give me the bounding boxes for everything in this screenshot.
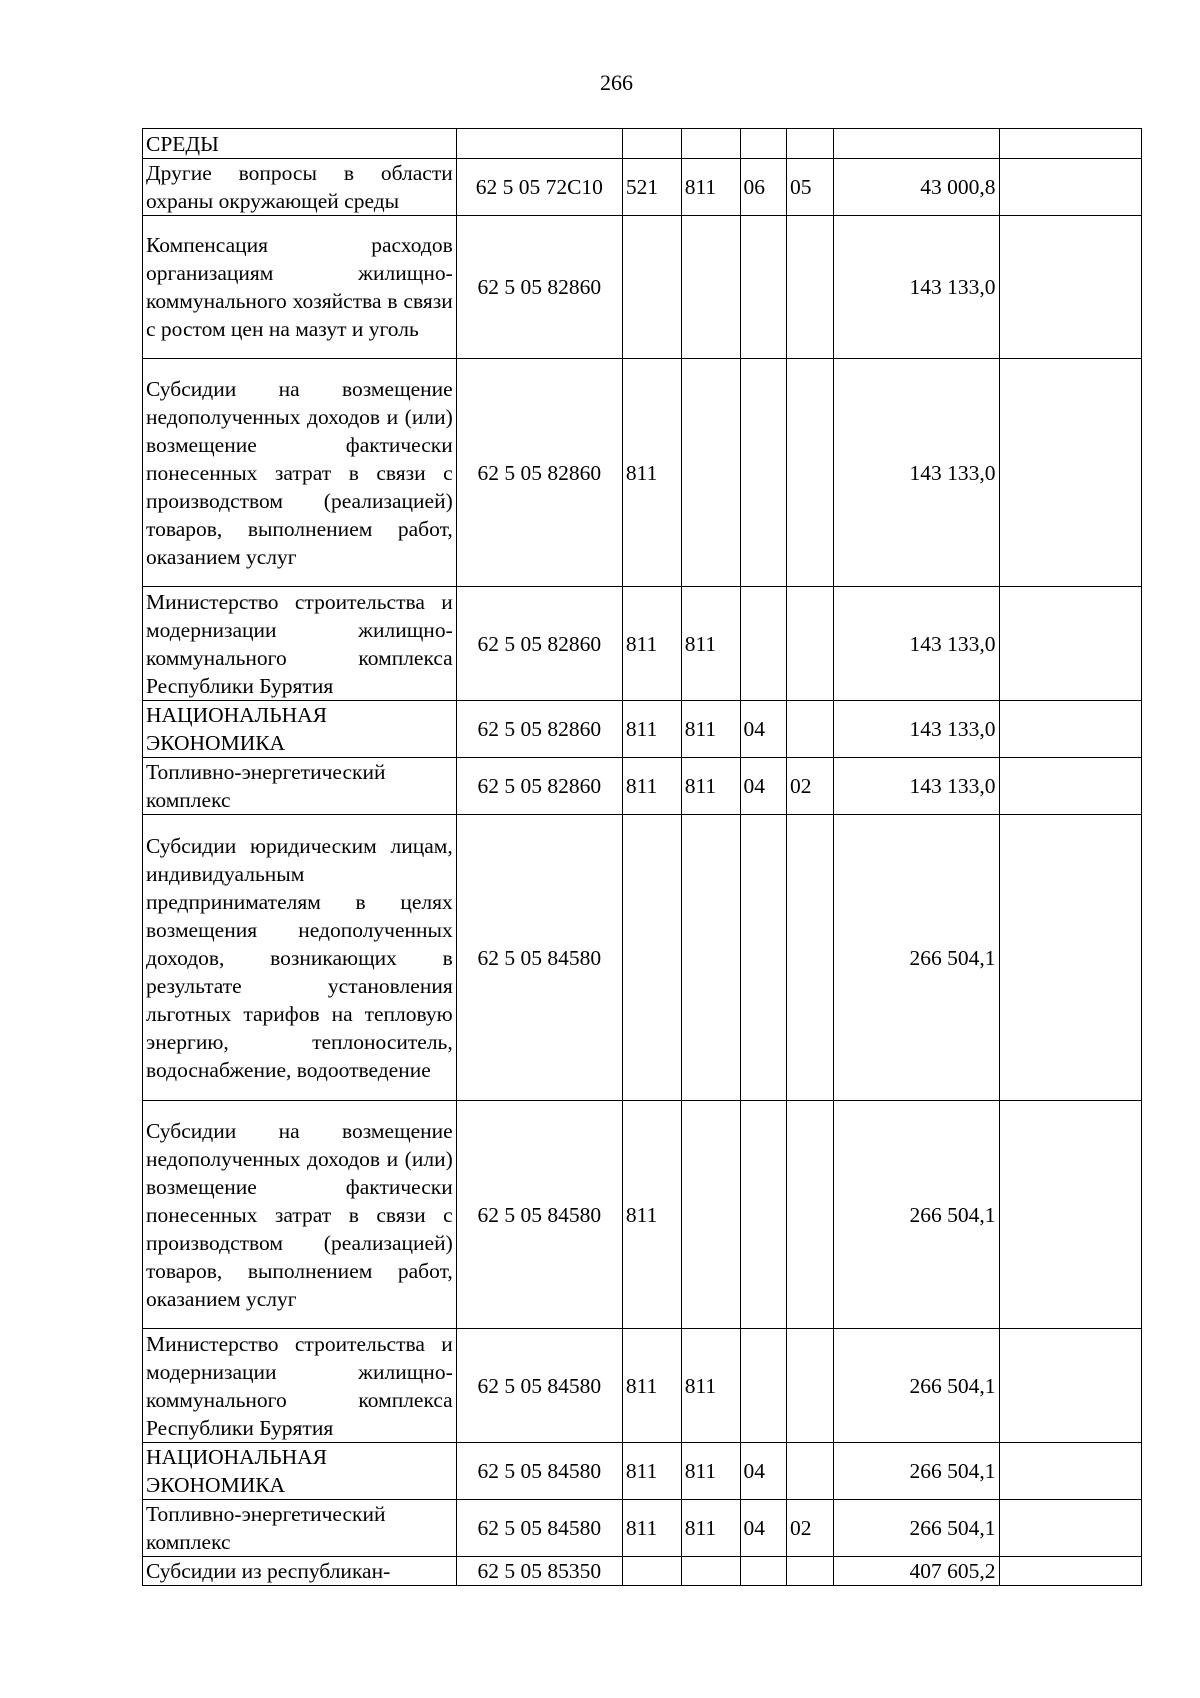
row-expense-type-cell bbox=[622, 1557, 681, 1586]
row-expense-type-cell: 811 bbox=[622, 587, 681, 701]
row-target-article-cell: 62 5 05 82860 bbox=[456, 216, 622, 359]
row-ministry-cell: 811 bbox=[681, 159, 740, 216]
table-row bbox=[143, 587, 1142, 701]
row-name-cell: НАЦИОНАЛЬНАЯ ЭКОНОМИКА bbox=[143, 1443, 457, 1500]
row-ministry-cell bbox=[681, 129, 740, 159]
row-ministry-cell: 811 bbox=[681, 1443, 740, 1500]
row-extra-cell bbox=[999, 815, 1141, 1101]
row-subsection-cell bbox=[786, 1329, 833, 1443]
row-ministry-cell bbox=[681, 815, 740, 1101]
table-row bbox=[143, 216, 1142, 359]
row-extra-cell bbox=[999, 1101, 1141, 1329]
row-target-article-cell: 62 5 05 84580 bbox=[456, 1101, 622, 1329]
row-amount-cell: 143 133,0 bbox=[834, 359, 999, 587]
row-amount-cell: 43 000,8 bbox=[834, 159, 999, 216]
row-name-cell: Субсидии на возмещение недополученных доходов и (или) возмещение фактически понесенных затрат в связи с производством (реализацией) товаров, выполнением работ, оказанием услуг bbox=[143, 1101, 457, 1329]
table-row bbox=[143, 1101, 1142, 1329]
row-subsection-cell: 05 bbox=[786, 159, 833, 216]
row-amount-cell: 266 504,1 bbox=[834, 815, 999, 1101]
row-target-article-cell: 62 5 05 82860 bbox=[456, 587, 622, 701]
row-name-cell: Топливно-энергетический комплекс bbox=[143, 758, 457, 815]
row-name-cell: Министерство строительства и модернизации жилищно-коммунального комплекса Республики Бурятия bbox=[143, 1329, 457, 1443]
row-section-cell bbox=[740, 1329, 786, 1443]
row-expense-type-cell: 811 bbox=[622, 1101, 681, 1329]
row-section-cell: 04 bbox=[740, 701, 786, 758]
row-section-cell: 04 bbox=[740, 1500, 786, 1557]
row-target-article-cell: 62 5 05 84580 bbox=[456, 1329, 622, 1443]
row-subsection-cell: 02 bbox=[786, 758, 833, 815]
row-subsection-cell bbox=[786, 1443, 833, 1500]
row-name-cell: Министерство строительства и модернизации жилищно-коммунального комплекса Республики Бурятия bbox=[143, 587, 457, 701]
row-extra-cell bbox=[999, 129, 1141, 159]
row-name-cell: Другие вопросы в области охраны окружающей среды bbox=[143, 159, 457, 216]
row-subsection-cell bbox=[786, 1101, 833, 1329]
row-extra-cell bbox=[999, 701, 1141, 758]
row-expense-type-cell: 811 bbox=[622, 1443, 681, 1500]
row-name-cell: Субсидии юридическим лицам, индивидуальным предпринимателям в целях возмещения недополученных доходов, возникающих в результате установления льготных тарифов на тепловую энергию, теплоноситель, водоснабжение, водоотведение bbox=[143, 815, 457, 1101]
row-target-article-cell: 62 5 05 82860 bbox=[456, 359, 622, 587]
row-amount-cell: 266 504,1 bbox=[834, 1101, 999, 1329]
table-row bbox=[143, 758, 1142, 815]
row-extra-cell bbox=[999, 216, 1141, 359]
row-subsection-cell bbox=[786, 587, 833, 701]
row-target-article-cell: 62 5 05 82860 bbox=[456, 701, 622, 758]
table-row bbox=[143, 159, 1142, 216]
row-target-article-cell bbox=[456, 129, 622, 159]
row-target-article-cell: 62 5 05 72С10 bbox=[456, 159, 622, 216]
row-ministry-cell bbox=[681, 1101, 740, 1329]
row-expense-type-cell: 521 bbox=[622, 159, 681, 216]
table-row bbox=[143, 1557, 1142, 1586]
row-name-cell: НАЦИОНАЛЬНАЯ ЭКОНОМИКА bbox=[143, 701, 457, 758]
row-expense-type-cell bbox=[622, 815, 681, 1101]
row-extra-cell bbox=[999, 758, 1141, 815]
row-extra-cell bbox=[999, 1329, 1141, 1443]
row-extra-cell bbox=[999, 587, 1141, 701]
row-amount-cell bbox=[834, 129, 999, 159]
row-subsection-cell: 02 bbox=[786, 1500, 833, 1557]
row-section-cell: 06 bbox=[740, 159, 786, 216]
row-expense-type-cell: 811 bbox=[622, 1500, 681, 1557]
row-name-cell: Топливно-энергетический комплекс bbox=[143, 1500, 457, 1557]
row-amount-cell: 143 133,0 bbox=[834, 701, 999, 758]
row-expense-type-cell: 811 bbox=[622, 1329, 681, 1443]
row-ministry-cell: 811 bbox=[681, 1500, 740, 1557]
row-expense-type-cell bbox=[622, 216, 681, 359]
row-ministry-cell: 811 bbox=[681, 701, 740, 758]
row-section-cell bbox=[740, 815, 786, 1101]
row-section-cell bbox=[740, 1101, 786, 1329]
table-row bbox=[143, 1329, 1142, 1443]
row-expense-type-cell: 811 bbox=[622, 701, 681, 758]
row-section-cell bbox=[740, 359, 786, 587]
row-amount-cell: 266 504,1 bbox=[834, 1329, 999, 1443]
row-name-cell: Субсидии на возмещение недополученных доходов и (или) возмещение фактически понесенных затрат в связи с производством (реализацией) товаров, выполнением работ, оказанием услуг bbox=[143, 359, 457, 587]
row-amount-cell: 143 133,0 bbox=[834, 758, 999, 815]
row-section-cell: 04 bbox=[740, 1443, 786, 1500]
row-ministry-cell bbox=[681, 216, 740, 359]
row-extra-cell bbox=[999, 359, 1141, 587]
row-ministry-cell: 811 bbox=[681, 1329, 740, 1443]
table-row bbox=[143, 129, 1142, 159]
row-ministry-cell: 811 bbox=[681, 587, 740, 701]
row-name-cell: Компенсация расходов организациям жилищно-коммунального хозяйства в связи с ростом цен на мазут и уголь bbox=[143, 216, 457, 359]
row-section-cell: 04 bbox=[740, 758, 786, 815]
row-subsection-cell bbox=[786, 216, 833, 359]
row-section-cell bbox=[740, 1557, 786, 1586]
row-section-cell bbox=[740, 587, 786, 701]
row-extra-cell bbox=[999, 1557, 1141, 1586]
page-number: 266 bbox=[600, 70, 633, 95]
row-ministry-cell bbox=[681, 359, 740, 587]
table-row bbox=[143, 701, 1142, 758]
row-name-cell: Субсидии из республикан- bbox=[143, 1557, 457, 1586]
row-expense-type-cell bbox=[622, 129, 681, 159]
row-section-cell bbox=[740, 216, 786, 359]
row-section-cell bbox=[740, 129, 786, 159]
row-amount-cell: 407 605,2 bbox=[834, 1557, 999, 1586]
row-ministry-cell bbox=[681, 1557, 740, 1586]
budget-table bbox=[142, 128, 1142, 1586]
row-subsection-cell bbox=[786, 701, 833, 758]
row-extra-cell bbox=[999, 1443, 1141, 1500]
row-ministry-cell: 811 bbox=[681, 758, 740, 815]
row-amount-cell: 266 504,1 bbox=[834, 1443, 999, 1500]
row-subsection-cell bbox=[786, 359, 833, 587]
row-target-article-cell: 62 5 05 84580 bbox=[456, 815, 622, 1101]
row-amount-cell: 143 133,0 bbox=[834, 587, 999, 701]
row-subsection-cell bbox=[786, 815, 833, 1101]
row-extra-cell bbox=[999, 159, 1141, 216]
table-row bbox=[143, 815, 1142, 1101]
row-subsection-cell bbox=[786, 1557, 833, 1586]
table-row bbox=[143, 1443, 1142, 1500]
table-row bbox=[143, 1500, 1142, 1557]
row-amount-cell: 266 504,1 bbox=[834, 1500, 999, 1557]
row-target-article-cell: 62 5 05 84580 bbox=[456, 1443, 622, 1500]
row-name-cell: СРЕДЫ bbox=[143, 129, 457, 159]
table-row bbox=[143, 359, 1142, 587]
row-amount-cell: 143 133,0 bbox=[834, 216, 999, 359]
row-expense-type-cell: 811 bbox=[622, 758, 681, 815]
row-target-article-cell: 62 5 05 82860 bbox=[456, 758, 622, 815]
row-target-article-cell: 62 5 05 84580 bbox=[456, 1500, 622, 1557]
row-expense-type-cell: 811 bbox=[622, 359, 681, 587]
row-target-article-cell: 62 5 05 85350 bbox=[456, 1557, 622, 1586]
row-extra-cell bbox=[999, 1500, 1141, 1557]
row-subsection-cell bbox=[786, 129, 833, 159]
